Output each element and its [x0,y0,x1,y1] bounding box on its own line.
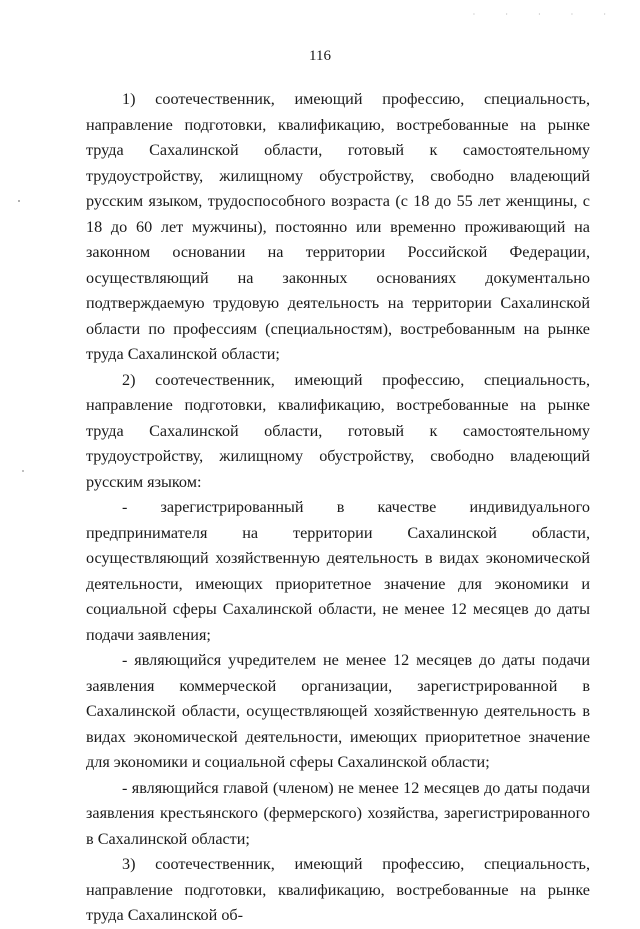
scan-artifact-dots: · · · · · [472,10,620,19]
paragraph-item-1: 1) соотечественник, имеющий профессию, специальность, направление подготовки, квалификацию, востребованные на рынке труда Сахалинской области, готовый к самостоятельному трудоустройству, жилищному обустройству, свободно владеющий русским языком, трудоспособного возраста (с 18 до 55 лет женщины, с 18 до 60 лет мужчины), постоянно или временно проживающий на законном основании на территории Российской Федерации, осуществляющий на законных основаниях документально подтверждаемую трудовую деятельность на территории Сахалинской области по профессиям (специальностям), востребованным на рынке труда Сахалинской области; [86,90,590,363]
paragraph-item-3: 3) соотечественник, имеющий профессию, специальность, направление подготовки, квалификацию, востребованные на рынке труда Сахалинской об- [86,855,590,924]
paragraph-subitem-entrepreneur: - зарегистрированный в качестве индивидуального предпринимателя на территории Сахалинской области, осуществляющий хозяйственную деятельность в видах экономической деятельности, имеющих приоритетное значение для экономики и социальной сферы Сахалинской области, не менее 12 месяцев до даты подачи заявления; [86,498,590,644]
document-body [86,87,590,929]
scan-artifact [22,470,24,472]
paragraph-item-2: 2) соотечественник, имеющий профессию, специальность, направление подготовки, квалификацию, востребованные на рынке труда Сахалинской области, готовый к самостоятельному трудоустройству, жилищному обустройству, свободно владеющий русским языком: [86,370,590,491]
paragraph-subitem-farm-head: - являющийся главой (членом) не менее 12 месяцев до даты подачи заявления крестьянского (фермерского) хозяйства, зарегистрированного в Сахалинской области; [86,778,590,848]
page-number: 116 [309,48,331,64]
scan-artifact [18,200,20,202]
paragraph-subitem-founder: - являющийся учредителем не менее 12 месяцев до даты подачи заявления коммерческой организации, зарегистрированной в Сахалинской области, осуществляющей хозяйственную деятельность в видах экономической деятельности, имеющих приоритетное значение для экономики и социальной сферы Сахалинской области; [86,651,590,771]
